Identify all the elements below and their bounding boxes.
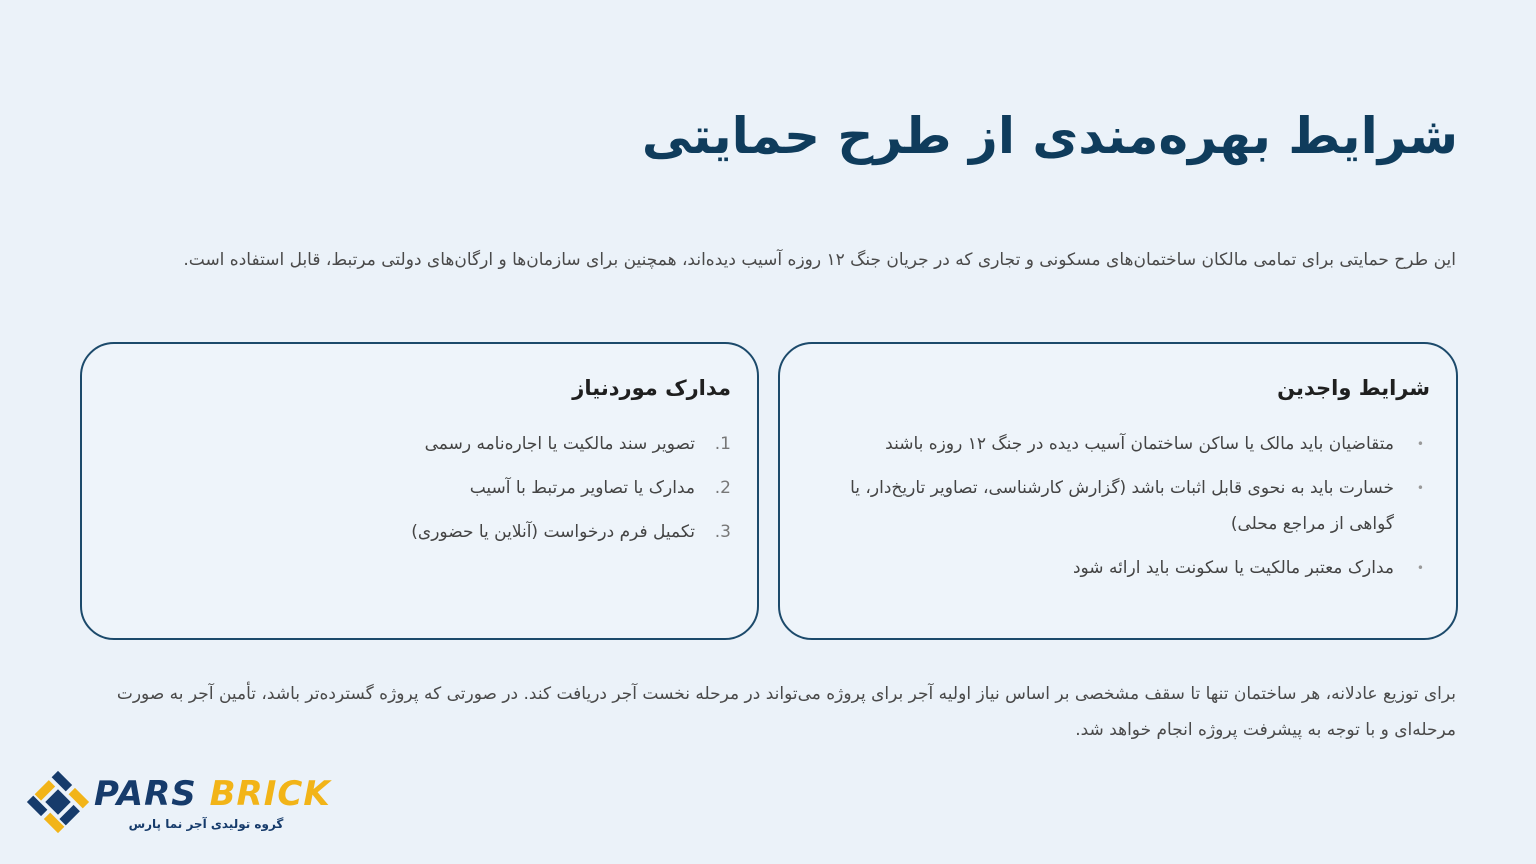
eligibility-card (778, 342, 1458, 640)
item-number: 1. (714, 434, 731, 454)
eligibility-list (850, 426, 1430, 594)
item-number: 3. (714, 522, 731, 542)
eligibility-heading: شرایط واجدین (1277, 376, 1430, 400)
logo-wordmark-brick: BRICK (209, 774, 331, 814)
item-number: 2. (714, 478, 731, 498)
logo-wordmark-pars: PARS (94, 774, 197, 814)
eligibility-item: • متقاضیان باید مالک یا ساکن ساختمان آسیب دیده در جنگ ۱۲ روزه باشند (850, 426, 1430, 462)
document-item-text: مدارک یا تصاویر مرتبط با آسیب (469, 478, 695, 498)
required-documents-card (80, 342, 759, 640)
brick-pattern-icon (24, 768, 92, 836)
documents-list (151, 426, 731, 558)
document-item (151, 470, 731, 506)
distribution-note: برای توزیع عادلانه، هر ساختمان تنها تا سقف مشخصی بر اساس نیاز اولیه آجر برای پروژه می‌تواند در مرحله نخست آجر دریافت کند. در صورتی که پروژه گسترده‌تر باشد، تأمین آجر به صورت مرحله‌ای و با توجه به پیشرفت پروژه انجام خواهد شد. (116, 684, 1456, 740)
eligibility-item: • خسارت باید به نحوی قابل اثبات باشد (گزارش کارشناسی، تصاویر تاریخ‌دار، یا گواهی از مراجع محلی) (850, 470, 1430, 542)
document-item (151, 514, 731, 550)
document-item-text: تکمیل فرم درخواست (آنلاین یا حضوری) (411, 522, 695, 542)
pars-brick-logo (24, 766, 331, 842)
eligibility-item: • مدارک معتبر مالکیت یا سکونت باید ارائه شود (850, 550, 1430, 586)
logo-wordmark (94, 774, 331, 814)
logo-tagline: گروه تولیدی آجر نما پارس (128, 817, 284, 831)
document-item-text: تصویر سند مالکیت یا اجاره‌نامه رسمی (424, 434, 695, 454)
documents-heading: مدارک موردنیاز (572, 376, 731, 400)
page-title: شرایط بهره‌مندی از طرح حمایتی (641, 107, 1458, 165)
intro-paragraph: این طرح حمایتی برای تمامی مالکان ساختمان‌های مسکونی و تجاری که در جریان جنگ ۱۲ روزه آسیب دیده‌اند، همچنین برای سازمان‌ها و ارگان‌های دولتی مرتبط، قابل استفاده است. (183, 250, 1456, 270)
document-item (151, 426, 731, 462)
